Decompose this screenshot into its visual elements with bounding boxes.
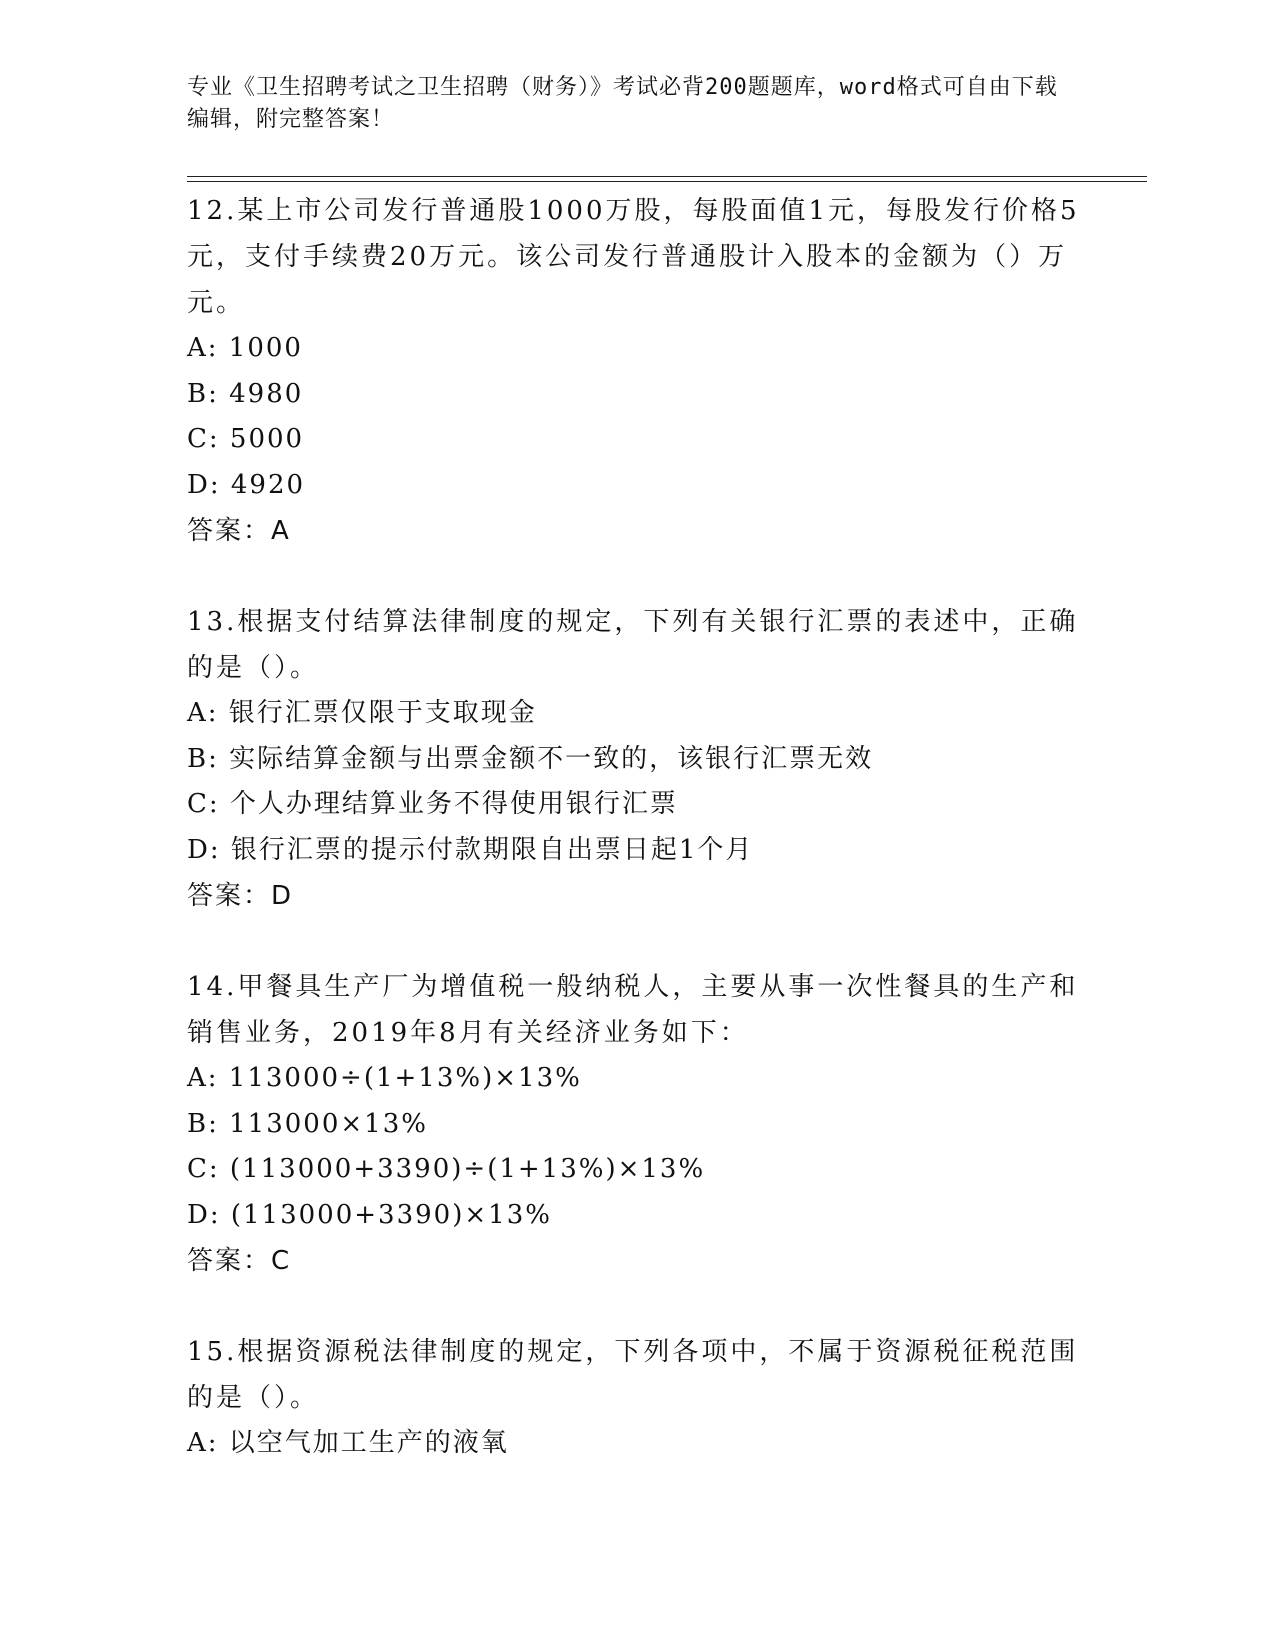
- option-a: A: 113000÷(1+13%)×13%: [187, 1063, 582, 1093]
- answer-line: 答案：C: [187, 1246, 292, 1276]
- option-d: D: 4920: [187, 469, 306, 500]
- option-d: D: (113000+3390)×13%: [187, 1199, 552, 1230]
- option-c: C: 个人办理结算业务不得使用银行汇票: [187, 789, 678, 819]
- question-stem: 15.根据资源税法律制度的规定，下列各项中，不属于资源税征税范围的是（）。: [187, 1337, 1079, 1413]
- question-spacer: [187, 1284, 1087, 1329]
- answer-line: 答案：D: [187, 881, 294, 911]
- option-b: B: 实际结算金额与出票金额不一致的，该银行汇票无效: [187, 743, 874, 774]
- question-stem: 12.某上市公司发行普通股1000万股，每股面值1元，每股发行价格5元，支付手续费20万元。该公司发行普通股计入股本的金额为（）万元。: [187, 196, 1080, 318]
- question-list: [187, 188, 1087, 1467]
- option-b: B: 113000×13%: [187, 1108, 428, 1139]
- option-d: D: 银行汇票的提示付款期限自出票日起1个月: [187, 834, 754, 865]
- question-stem: 13.根据支付结算法律制度的规定，下列有关银行汇票的表述中，正确的是（）。: [187, 607, 1079, 683]
- question-spacer: [187, 919, 1087, 964]
- question-12: [187, 188, 1087, 554]
- option-a: A: 银行汇票仅限于支取现金: [187, 698, 537, 728]
- question-spacer: [187, 554, 1087, 599]
- header-divider-bottom: [187, 181, 1147, 182]
- header-divider-top: [187, 176, 1147, 177]
- question-13: [187, 599, 1087, 919]
- option-a: A: 以空气加工生产的液氧: [187, 1428, 509, 1458]
- option-b: B: 4980: [187, 378, 304, 409]
- question-14: [187, 964, 1087, 1284]
- question-stem: 14.甲餐具生产厂为增值税一般纳税人，主要从事一次性餐具的生产和销售业务，2019年8月有关经济业务如下：: [187, 972, 1079, 1048]
- option-c: C: (113000+3390)÷(1+13%)×13%: [187, 1154, 706, 1184]
- answer-line: 答案：A: [187, 516, 291, 546]
- option-c: C: 5000: [187, 424, 305, 454]
- document-header: 专业《卫生招聘考试之卫生招聘（财务）》考试必背200题题库，word格式可自由下载编辑，附完整答案！: [187, 75, 1058, 132]
- option-a: A: 1000: [187, 333, 303, 363]
- question-15: [187, 1329, 1087, 1467]
